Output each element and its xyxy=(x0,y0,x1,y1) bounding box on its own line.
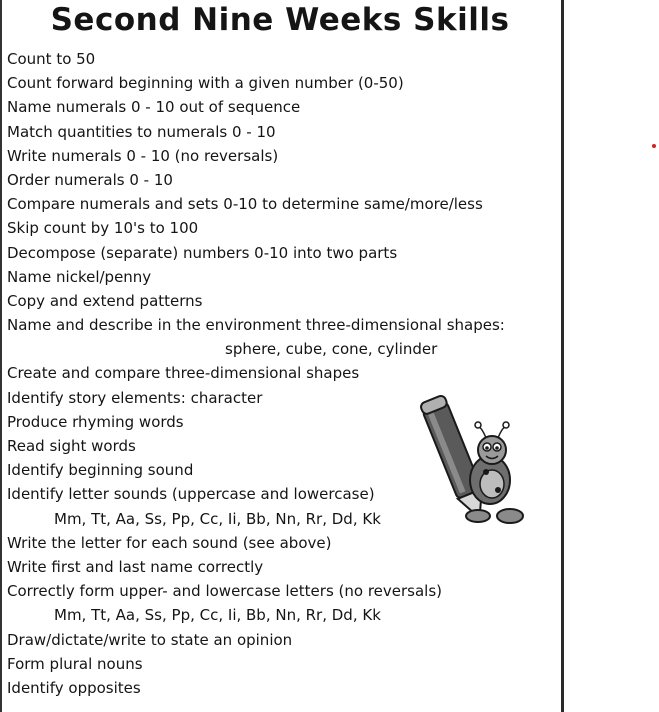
skill-item: Count forward beginning with a given number (0-50) xyxy=(7,74,404,93)
skills-list xyxy=(7,47,557,700)
skill-item: Name nickel/penny xyxy=(7,267,152,286)
skill-subitem: Mm, Tt, Aa, Ss, Pp, Cc, Ii, Bb, Nn, Rr, Dd, Kk xyxy=(54,509,381,528)
skill-item: Read sight words xyxy=(7,437,136,455)
skill-item: Produce rhyming words xyxy=(7,412,184,431)
bug-with-pencil-icon xyxy=(418,392,530,532)
skill-subitem: Mm, Tt, Aa, Ss, Pp, Cc, Ii, Bb, Nn, Rr, Dd, Kk xyxy=(54,606,381,625)
skill-item: Match quantities to numerals 0 - 10 xyxy=(7,122,276,141)
skill-item: Identify opposites xyxy=(7,678,141,697)
skill-item: Write first and last name correctly xyxy=(7,557,264,576)
skill-item: Count to 50 xyxy=(7,50,96,68)
skill-item: Form plural nouns xyxy=(7,654,143,673)
skill-item: Compare numerals and sets 0-10 to determine same/more/less xyxy=(7,195,483,214)
page-title: Second Nine Weeks Skills xyxy=(50,2,510,38)
left-border xyxy=(0,0,2,712)
right-border xyxy=(561,0,564,712)
skill-item: Decompose (separate) numbers 0-10 into two parts xyxy=(7,243,398,262)
skill-item: Copy and extend patterns xyxy=(7,291,203,310)
skill-item: Skip count by 10's to 100 xyxy=(7,219,199,238)
skill-item: Draw/dictate/write to state an opinion xyxy=(7,630,293,649)
skill-item: Order numerals 0 - 10 xyxy=(7,170,173,189)
red-marker-dot xyxy=(652,144,656,148)
skill-item: Identify story elements: character xyxy=(7,388,263,407)
skill-item: Correctly form upper- and lowercase letters (no reversals) xyxy=(7,582,443,601)
skill-item: Create and compare three-dimensional shapes xyxy=(7,364,360,383)
skill-item: Identify beginning sound xyxy=(7,461,194,480)
skill-item: Identify letter sounds (uppercase and lowercase) xyxy=(7,485,375,504)
skill-item: Write numerals 0 - 10 (no reversals) xyxy=(7,146,279,165)
skill-subitem: sphere, cube, cone, cylinder xyxy=(225,340,438,359)
skill-item: Name numerals 0 - 10 out of sequence xyxy=(7,98,301,117)
skill-item: Name and describe in the environment three-dimensional shapes: xyxy=(7,316,505,335)
skill-item: Write the letter for each sound (see above) xyxy=(7,533,332,552)
